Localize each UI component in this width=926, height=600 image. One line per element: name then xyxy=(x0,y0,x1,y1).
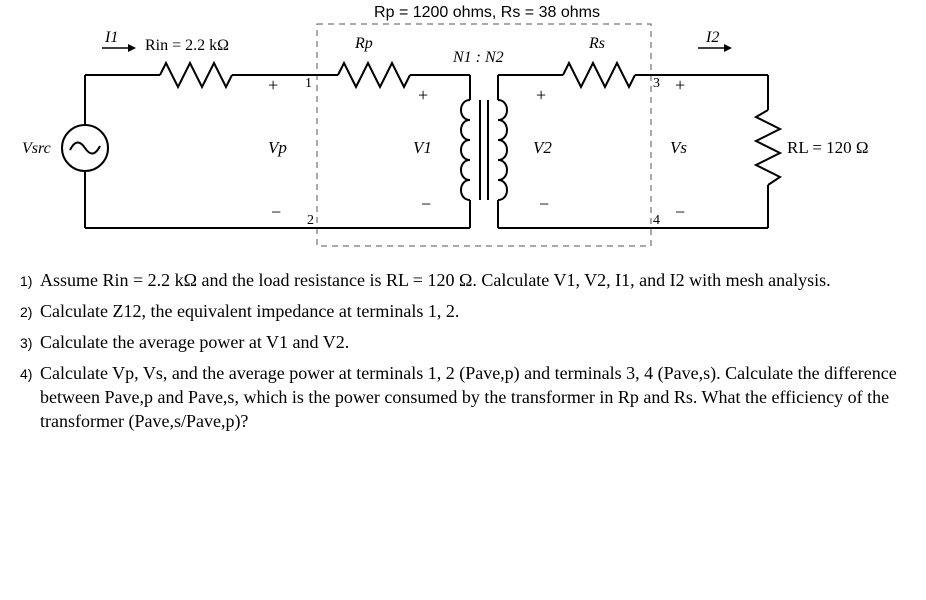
rp-label: Rp xyxy=(355,35,373,52)
question-number: 4) xyxy=(20,366,33,382)
v1-plus-sign: + xyxy=(418,85,429,105)
vs-plus-sign: + xyxy=(675,75,686,95)
params-label: Rp = 1200 ohms, Rs = 38 ohms xyxy=(374,4,600,21)
question-list xyxy=(20,268,920,440)
question-4 xyxy=(20,361,920,433)
rs-label: Rs xyxy=(589,35,605,52)
question-text: Calculate Z12, the equivalent impedance at terminals 1, 2. xyxy=(40,301,460,321)
vp-minus-sign: − xyxy=(271,202,282,222)
i2-label: I2 xyxy=(706,29,720,46)
rp-resistor-icon xyxy=(338,63,410,87)
circuit-diagram xyxy=(0,0,926,260)
v1-minus-sign: − xyxy=(421,194,432,214)
terminal-1-label: 1 xyxy=(305,76,312,91)
rin-label: Rin = 2.2 kΩ xyxy=(145,37,230,54)
vp-plus-sign: + xyxy=(268,75,279,95)
v1-label: V1 xyxy=(413,138,432,157)
turns-ratio-label: N1 : N2 xyxy=(453,49,504,66)
rl-resistor-icon xyxy=(756,110,780,185)
question-2 xyxy=(20,299,920,323)
transformer-icon xyxy=(461,100,507,200)
rl-label: RL = 120 Ω xyxy=(787,138,869,157)
question-text: Assume Rin = 2.2 kΩ and the load resistance is RL = 120 Ω. Calculate V1, V2, I1, and I2 with mesh analysis. xyxy=(40,270,831,290)
v2-label: V2 xyxy=(533,138,552,157)
v2-minus-sign: − xyxy=(539,194,550,214)
terminal-2-label: 2 xyxy=(307,213,314,228)
question-number: 2) xyxy=(20,304,33,320)
question-3 xyxy=(20,330,920,354)
vs-minus-sign: − xyxy=(675,202,686,222)
vp-label: Vp xyxy=(268,138,287,157)
rin-resistor-icon xyxy=(160,63,232,87)
question-text: Calculate Vp, Vs, and the average power at terminals 1, 2 (Pave,p) and terminals 3, 4 (Pave,s). Calculate the difference between Pave,p and Pave,s, which is the power consumed by the transformer in Rp and Rs. What the efficiency of the transformer (Pave,s/Pave,p)? xyxy=(40,363,897,431)
vs-label: Vs xyxy=(670,138,687,157)
terminal-4-label: 4 xyxy=(653,213,660,228)
question-1 xyxy=(20,268,920,292)
question-number: 1) xyxy=(20,273,33,289)
question-number: 3) xyxy=(20,335,33,351)
rs-resistor-icon xyxy=(563,63,635,87)
vsrc-label: Vsrc xyxy=(22,140,51,157)
i1-label: I1 xyxy=(105,29,119,46)
v2-plus-sign: + xyxy=(536,85,547,105)
question-text: Calculate the average power at V1 and V2. xyxy=(40,332,350,352)
ac-source-icon xyxy=(62,125,108,171)
terminal-3-label: 3 xyxy=(653,76,660,91)
